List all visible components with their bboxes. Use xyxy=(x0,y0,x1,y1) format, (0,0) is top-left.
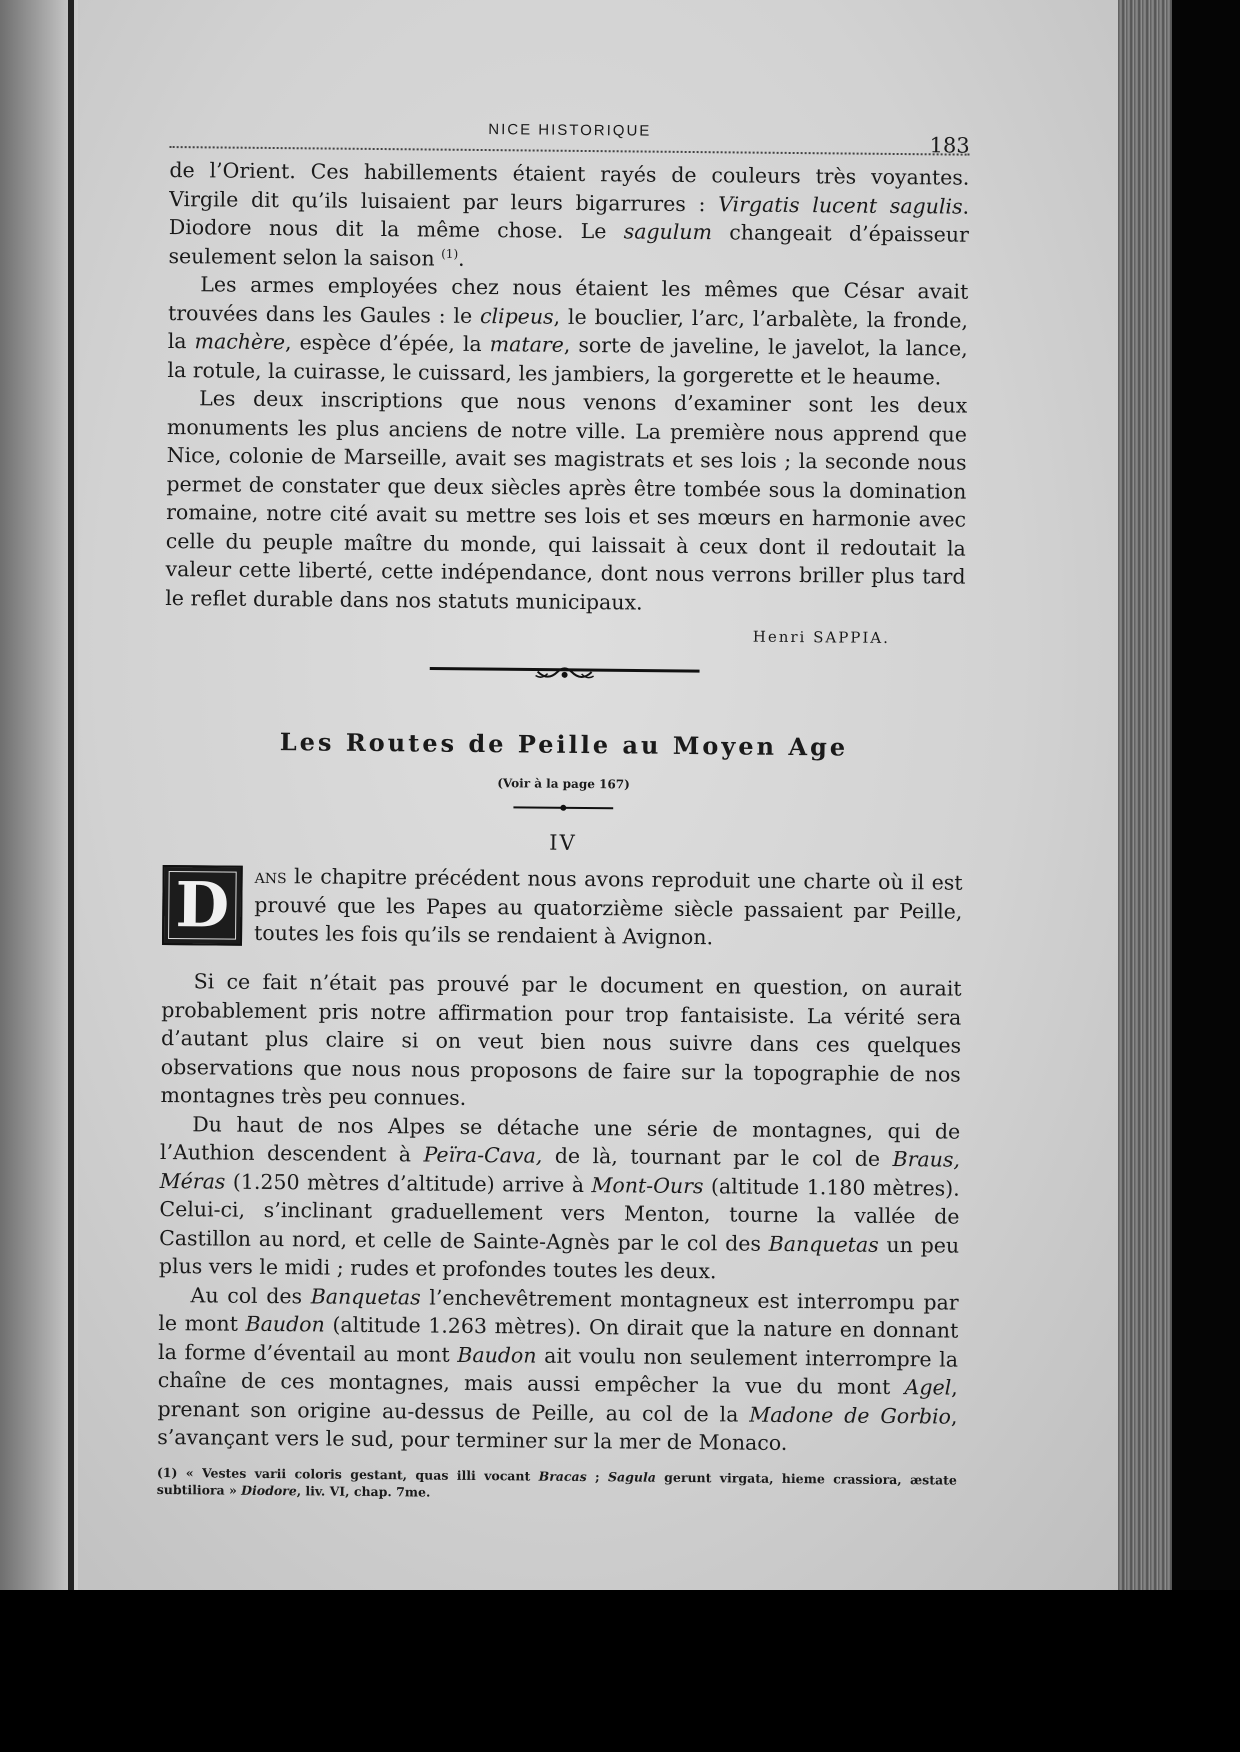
text-run: ; xyxy=(586,1468,609,1484)
text-run: (altitude 1.263 mètres). On dirait que la nature en donnant la forme d’éventail au mont xyxy=(157,1312,959,1367)
text-run: , prenant son origine au-dessus de Peille, au col de la xyxy=(157,1375,958,1427)
text-run: Les deux inscriptions que nous venons d’examiner sont les deux monuments les plus anciens de notre ville. La première nous apprend que Nice, colonie de Marseille, avait ses magistrats et ses lois ; la seconde nous permet de constater que deux siècles après être tombée sous la domination romaine, notre cité avait su mettre ses lois et ses mœurs en harmonie avec celle du peuple maître du monde, qui laissait à ceux dont il redoutait la valeur cette liberté, cette indépendance, dont nous verrons briller plus tard le reflet durable dans nos statuts municipaux. xyxy=(165,386,968,615)
running-head xyxy=(170,110,970,156)
running-head-title: NICE HISTORIQUE xyxy=(488,121,652,140)
text-run: Les armes employées chez nous étaient les mêmes que César avait trouvées dans les Gaules : le xyxy=(167,272,969,328)
text-run: (altitude 1.180 mètres). Celui-ci, s’inclinant graduellement vers Menton, tourne la vallée de Castillon au nord, et celle de Sainte-Agnès par le col des xyxy=(159,1173,960,1256)
text-run: , espèce d’épée, la xyxy=(284,330,490,357)
paragraph-text xyxy=(254,864,963,949)
author-signature: Henri SAPPIA. xyxy=(752,627,891,647)
page-stack-edges xyxy=(1118,0,1172,1620)
italic-term: Madone de Gorbio xyxy=(749,1402,952,1429)
small-divider-ornament xyxy=(163,799,963,817)
text-run: , liv. VI, chap. 7me. xyxy=(296,1482,431,1500)
text-run: l’enchevêtrement montagneux est interrompu par le mont xyxy=(158,1284,959,1336)
article-title: Les Routes de Peille au Moyen Age xyxy=(279,727,849,762)
italic-term: Virgatis lucent sagulis xyxy=(718,191,963,219)
italic-term: Peïra-Cava, xyxy=(423,1142,543,1168)
section-number: IV xyxy=(549,830,577,855)
text-run: , le bouclier, l’arc, l’arbalète, la fronde, la xyxy=(167,304,969,354)
text-run: de là, tournant par le col de xyxy=(542,1143,893,1171)
text-run: , s’avançant vers le sud, pour terminer sur la mer de Monaco. xyxy=(157,1404,958,1455)
text-run: ait voulu non seulement interrompre la chaîne de ces montagnes, mais aussi empêcher la vue du mont xyxy=(157,1343,959,1400)
page-number: 183 xyxy=(929,133,970,158)
paragraph-with-dropcap xyxy=(162,861,963,954)
page-content xyxy=(157,110,970,1505)
footnote-reference: (1) xyxy=(441,246,459,261)
italic-term: Agel xyxy=(904,1375,952,1400)
italic-term: Bracas xyxy=(538,1468,587,1484)
scanner-shadow-bottom xyxy=(0,1590,1240,1752)
paragraph xyxy=(168,156,969,278)
paragraph xyxy=(167,270,968,392)
text-run: le chapitre précédent nous avons reproduit une charte où il est prouvé que les Papes au quatorzième siècle passaient par Peille, toutes les fois qu’ils se rendaient à Avignon. xyxy=(253,864,963,950)
text-run: Du haut de nos Alpes se détache une série de montagnes, qui de l’Authion descendent à xyxy=(159,1111,961,1167)
text-run: (1.250 mètres d’altitude) arrive à xyxy=(225,1169,592,1197)
article-body xyxy=(157,861,963,1459)
italic-term: Diodore xyxy=(241,1482,297,1498)
italic-term: Banquetas xyxy=(310,1283,421,1309)
text-run: un peu plus vers le midi ; rudes et profondes toutes les deux. xyxy=(158,1232,960,1284)
italic-term: Braus, Méras xyxy=(159,1146,961,1194)
article-continuation xyxy=(165,156,970,648)
italic-term: Banquetas xyxy=(768,1231,879,1257)
scroll-ornament-icon xyxy=(430,659,700,686)
italic-term: sagulum xyxy=(623,219,713,245)
text-run: gerunt virgata, hieme crassiora, æstate subtiliora » xyxy=(156,1469,957,1498)
text-run: . xyxy=(458,246,465,271)
text-run: Au col des xyxy=(190,1282,311,1308)
dropcap-continuation: ans xyxy=(254,863,287,889)
text-run: changeait d’épaisseur seulement selon la saison xyxy=(168,220,969,271)
book-binding xyxy=(68,0,74,1590)
italic-term: Baudon xyxy=(457,1342,537,1368)
italic-term: Baudon xyxy=(245,1311,325,1337)
italic-term: clipeus xyxy=(479,303,554,329)
previous-page-edge xyxy=(0,0,78,1590)
scanner-shadow-right xyxy=(1172,0,1240,1752)
paragraph xyxy=(157,1280,959,1459)
text-run: , sorte de javeline, le javelot, la lance, la rotule, la cuirasse, le cuissard, les jambiers, la gorgerette et le heaume. xyxy=(167,332,968,389)
paragraph xyxy=(160,967,961,1117)
decorated-initial-letter: D xyxy=(162,865,243,946)
italic-term: machère xyxy=(194,329,286,355)
paragraph xyxy=(165,384,967,620)
text-run: Si ce fait n’était pas prouvé par le document en question, on aurait probablement pris notre affirmation pour trop fantaisiste. La vérité sera d’autant plus claire si on veut bien nous suivre dans ces quelques observations que nous nous proposons de faire sur la topographie de nos montagnes très peu connues. xyxy=(160,969,962,1110)
text-run: . Diodore nous dit la même chose. Le xyxy=(168,194,970,244)
italic-term: matare xyxy=(489,332,564,357)
paragraph xyxy=(159,1109,961,1288)
italic-term: Sagula xyxy=(607,1468,656,1485)
see-page-reference: (Voir à la page 167) xyxy=(497,776,630,792)
text-run: de l’Orient. Ces habillements étaient rayés de couleurs très voyantes. Virgile dit qu’ils luisaient par leurs bigarrures : xyxy=(169,157,970,216)
text-run: (1) « Vestes varii coloris gestant, quas illi vocant xyxy=(156,1464,539,1484)
italic-term: Mont-Ours xyxy=(591,1172,704,1198)
small-ornament-icon xyxy=(513,802,613,813)
section-divider-ornament xyxy=(165,656,965,688)
